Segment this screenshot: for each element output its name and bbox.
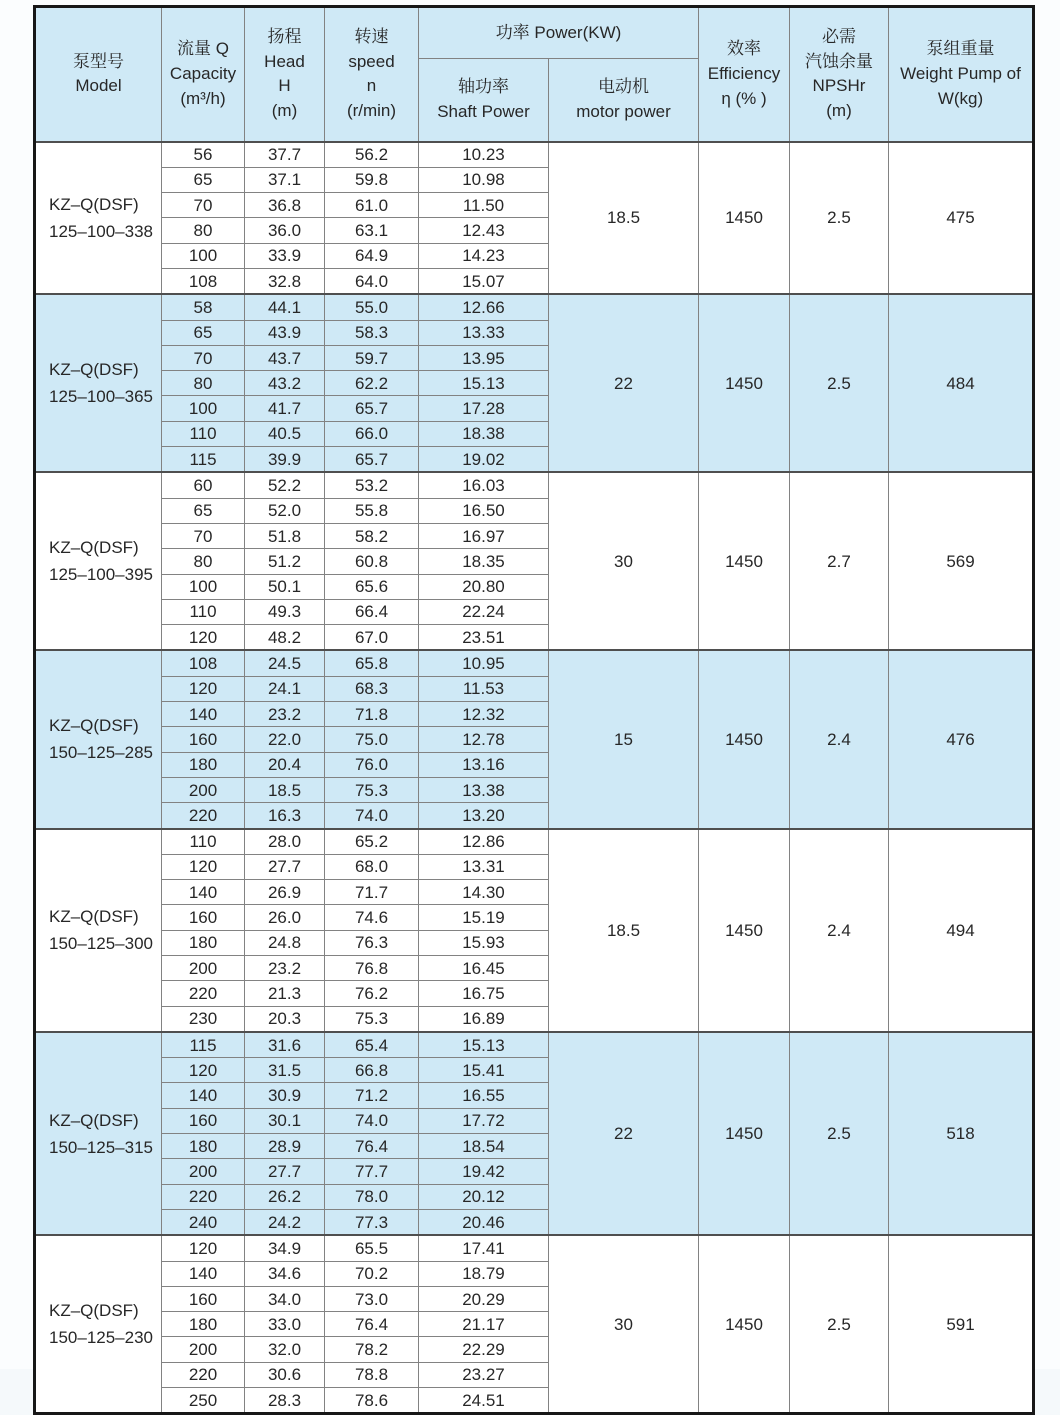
efficiency-cell: 1450 <box>699 294 790 472</box>
speed-cell: 61.0 <box>325 193 419 218</box>
head-cell: 21.3 <box>245 981 325 1006</box>
head-cell: 33.0 <box>245 1312 325 1337</box>
spec-row <box>35 650 1034 676</box>
shaft-power-cell: 22.24 <box>419 599 549 624</box>
head-cell: 26.0 <box>245 905 325 930</box>
capacity-cell: 60 <box>162 472 245 498</box>
head-cell: 43.2 <box>245 371 325 396</box>
speed-cell: 76.0 <box>325 752 419 777</box>
head-cell: 24.8 <box>245 930 325 955</box>
speed-cell: 59.7 <box>325 345 419 370</box>
capacity-cell: 80 <box>162 218 245 243</box>
speed-cell: 65.7 <box>325 447 419 473</box>
head-cell: 34.9 <box>245 1235 325 1261</box>
motor-power-cell: 22 <box>549 1032 699 1235</box>
speed-cell: 60.8 <box>325 549 419 574</box>
shaft-power-cell: 23.27 <box>419 1362 549 1387</box>
shaft-power-cell: 12.86 <box>419 829 549 855</box>
capacity-cell: 110 <box>162 599 245 624</box>
efficiency-cell: 1450 <box>699 650 790 828</box>
header-line: 轴功率 <box>458 77 509 97</box>
shaft-power-cell: 19.42 <box>419 1159 549 1184</box>
head-cell: 41.7 <box>245 396 325 421</box>
speed-cell: 73.0 <box>325 1286 419 1311</box>
speed-cell: 55.8 <box>325 498 419 523</box>
npshr-cell: 2.5 <box>790 142 889 295</box>
header-line: Capacity <box>169 63 237 83</box>
head-cell: 27.7 <box>245 1159 325 1184</box>
npshr-cell: 2.4 <box>790 829 889 1032</box>
capacity-cell: 70 <box>162 345 245 370</box>
capacity-cell: 120 <box>162 676 245 701</box>
shaft-power-cell: 14.30 <box>419 880 549 905</box>
model-line: 150–125–230 <box>49 1328 154 1348</box>
shaft-power-cell: 12.43 <box>419 218 549 243</box>
head-cell: 32.0 <box>245 1337 325 1362</box>
header-line: Head <box>264 51 305 71</box>
motor-power-cell: 30 <box>549 1235 699 1414</box>
shaft-power-cell: 22.29 <box>419 1337 549 1362</box>
speed-cell: 58.2 <box>325 523 419 548</box>
speed-cell: 78.6 <box>325 1388 419 1414</box>
head-cell: 50.1 <box>245 574 325 599</box>
motor-power-cell: 22 <box>549 294 699 472</box>
capacity-cell: 56 <box>162 142 245 168</box>
speed-cell: 76.4 <box>325 1134 419 1159</box>
speed-cell: 76.8 <box>325 956 419 981</box>
shaft-power-cell: 16.50 <box>419 498 549 523</box>
header-line: H <box>278 76 291 96</box>
header-line: 转速 <box>354 26 389 46</box>
weight-cell: 494 <box>889 829 1034 1032</box>
shaft-power-cell: 16.97 <box>419 523 549 548</box>
model-line: KZ–Q(DSF) <box>49 194 139 214</box>
header-line: 汽蚀余量 <box>805 51 873 71</box>
speed-cell: 67.0 <box>325 625 419 651</box>
shaft-power-cell: 17.41 <box>419 1235 549 1261</box>
head-cell: 31.5 <box>245 1058 325 1083</box>
speed-cell: 64.0 <box>325 268 419 294</box>
model-line: KZ–Q(DSF) <box>49 538 139 558</box>
shaft-power-cell: 16.45 <box>419 956 549 981</box>
head-cell: 24.2 <box>245 1209 325 1235</box>
head-cell: 23.2 <box>245 702 325 727</box>
efficiency-cell: 1450 <box>699 1032 790 1235</box>
npshr-cell: 2.5 <box>790 1235 889 1414</box>
model-line: KZ–Q(DSF) <box>49 907 139 927</box>
model-line: 125–100–338 <box>49 221 154 241</box>
spec-row <box>35 294 1034 320</box>
shaft-power-cell: 20.29 <box>419 1286 549 1311</box>
speed-cell: 65.5 <box>325 1235 419 1261</box>
shaft-power-cell: 13.20 <box>419 803 549 829</box>
capacity-cell: 140 <box>162 1261 245 1286</box>
header-line: (m) <box>271 100 298 120</box>
header-line: (r/min) <box>346 100 397 120</box>
speed-cell: 65.2 <box>325 829 419 855</box>
npshr-cell: 2.4 <box>790 650 889 828</box>
head-cell: 22.0 <box>245 727 325 752</box>
model-cell <box>35 829 162 1032</box>
speed-cell: 76.4 <box>325 1312 419 1337</box>
motor-power-cell: 18.5 <box>549 829 699 1032</box>
capacity-cell: 100 <box>162 243 245 268</box>
header-row-top <box>35 7 1034 59</box>
head-cell: 34.0 <box>245 1286 325 1311</box>
speed-cell: 74.0 <box>325 1108 419 1133</box>
header-line: (m) <box>826 100 852 120</box>
speed-cell: 64.9 <box>325 243 419 268</box>
shaft-power-cell: 13.38 <box>419 777 549 802</box>
shaft-power-cell: 11.53 <box>419 676 549 701</box>
header-line: NPSHr <box>812 76 866 96</box>
shaft-power-cell: 12.78 <box>419 727 549 752</box>
col-header-model <box>35 7 162 142</box>
capacity-cell: 200 <box>162 1337 245 1362</box>
head-cell: 30.9 <box>245 1083 325 1108</box>
npshr-cell: 2.5 <box>790 1032 889 1235</box>
head-cell: 44.1 <box>245 294 325 320</box>
head-cell: 32.8 <box>245 268 325 294</box>
capacity-cell: 250 <box>162 1388 245 1414</box>
speed-cell: 75.3 <box>325 1006 419 1032</box>
model-line: KZ–Q(DSF) <box>49 1301 139 1321</box>
shaft-power-cell: 10.95 <box>419 650 549 676</box>
head-cell: 52.0 <box>245 498 325 523</box>
speed-cell: 58.3 <box>325 320 419 345</box>
pump-spec-table <box>33 5 1035 1415</box>
speed-cell: 65.8 <box>325 650 419 676</box>
shaft-power-cell: 18.54 <box>419 1134 549 1159</box>
shaft-power-cell: 15.41 <box>419 1058 549 1083</box>
header-line: (m³/h) <box>180 88 226 108</box>
efficiency-cell: 1450 <box>699 829 790 1032</box>
shaft-power-cell: 11.50 <box>419 193 549 218</box>
shaft-power-cell: 13.16 <box>419 752 549 777</box>
speed-cell: 62.2 <box>325 371 419 396</box>
capacity-cell: 180 <box>162 930 245 955</box>
speed-cell: 77.7 <box>325 1159 419 1184</box>
capacity-cell: 70 <box>162 193 245 218</box>
head-cell: 49.3 <box>245 599 325 624</box>
speed-cell: 78.2 <box>325 1337 419 1362</box>
speed-cell: 74.0 <box>325 803 419 829</box>
col-header-power: 功率 Power(KW) <box>419 7 699 59</box>
capacity-cell: 115 <box>162 1032 245 1058</box>
model-line: 150–125–300 <box>49 934 154 954</box>
capacity-cell: 115 <box>162 447 245 473</box>
speed-cell: 78.0 <box>325 1184 419 1209</box>
capacity-cell: 65 <box>162 167 245 192</box>
header-line: 泵组重量 <box>926 39 995 59</box>
shaft-power-cell: 18.35 <box>419 549 549 574</box>
head-cell: 26.9 <box>245 880 325 905</box>
capacity-cell: 200 <box>162 1159 245 1184</box>
header-line: 效率 <box>727 39 761 59</box>
capacity-cell: 240 <box>162 1209 245 1235</box>
capacity-cell: 220 <box>162 1184 245 1209</box>
header-line: 电动机 <box>598 77 649 97</box>
model-line: 150–125–285 <box>49 743 154 763</box>
shaft-power-cell: 15.19 <box>419 905 549 930</box>
speed-cell: 66.0 <box>325 421 419 446</box>
shaft-power-cell: 12.66 <box>419 294 549 320</box>
header-line: Shaft Power <box>437 101 530 121</box>
speed-cell: 66.8 <box>325 1058 419 1083</box>
speed-cell: 68.0 <box>325 854 419 879</box>
capacity-cell: 140 <box>162 702 245 727</box>
capacity-cell: 80 <box>162 549 245 574</box>
capacity-cell: 120 <box>162 1235 245 1261</box>
header-line: 流量 Q <box>177 39 229 59</box>
model-line: 125–100–395 <box>49 565 154 585</box>
shaft-power-cell: 13.33 <box>419 320 549 345</box>
speed-cell: 71.7 <box>325 880 419 905</box>
shaft-power-cell: 17.72 <box>419 1108 549 1133</box>
speed-cell: 76.2 <box>325 981 419 1006</box>
col-header-weight <box>889 7 1034 142</box>
head-cell: 37.1 <box>245 167 325 192</box>
capacity-cell: 120 <box>162 625 245 651</box>
col-header-capacity <box>162 7 245 142</box>
head-cell: 43.7 <box>245 345 325 370</box>
speed-cell: 59.8 <box>325 167 419 192</box>
shaft-power-cell: 17.28 <box>419 396 549 421</box>
speed-cell: 65.4 <box>325 1032 419 1058</box>
weight-cell: 591 <box>889 1235 1034 1414</box>
shaft-power-cell: 18.79 <box>419 1261 549 1286</box>
capacity-cell: 200 <box>162 777 245 802</box>
spec-row <box>35 1235 1034 1261</box>
table-header <box>35 7 1034 142</box>
capacity-cell: 180 <box>162 1312 245 1337</box>
speed-cell: 66.4 <box>325 599 419 624</box>
npshr-cell: 2.7 <box>790 472 889 650</box>
speed-cell: 70.2 <box>325 1261 419 1286</box>
shaft-power-cell: 15.93 <box>419 930 549 955</box>
shaft-power-cell: 13.31 <box>419 854 549 879</box>
speed-cell: 53.2 <box>325 472 419 498</box>
shaft-power-cell: 20.12 <box>419 1184 549 1209</box>
motor-power-cell: 30 <box>549 472 699 650</box>
head-cell: 40.5 <box>245 421 325 446</box>
head-cell: 28.0 <box>245 829 325 855</box>
shaft-power-cell: 13.95 <box>419 345 549 370</box>
head-cell: 39.9 <box>245 447 325 473</box>
header-line: motor power <box>576 101 671 121</box>
capacity-cell: 140 <box>162 880 245 905</box>
header-line: n <box>366 76 377 96</box>
head-cell: 28.9 <box>245 1134 325 1159</box>
spec-row <box>35 829 1034 855</box>
speed-cell: 71.2 <box>325 1083 419 1108</box>
capacity-cell: 160 <box>162 1108 245 1133</box>
model-cell <box>35 472 162 650</box>
capacity-cell: 180 <box>162 752 245 777</box>
weight-cell: 475 <box>889 142 1034 295</box>
shaft-power-cell: 23.51 <box>419 625 549 651</box>
head-cell: 43.9 <box>245 320 325 345</box>
capacity-cell: 160 <box>162 1286 245 1311</box>
col-header-efficiency <box>699 7 790 142</box>
head-cell: 18.5 <box>245 777 325 802</box>
model-line: KZ–Q(DSF) <box>49 1110 139 1130</box>
spec-row <box>35 472 1034 498</box>
efficiency-cell: 1450 <box>699 142 790 295</box>
header-line: Model <box>75 76 122 96</box>
head-cell: 31.6 <box>245 1032 325 1058</box>
weight-cell: 476 <box>889 650 1034 828</box>
capacity-cell: 180 <box>162 1134 245 1159</box>
header-line: speed <box>348 51 395 71</box>
efficiency-cell: 1450 <box>699 1235 790 1414</box>
shaft-power-cell: 21.17 <box>419 1312 549 1337</box>
speed-cell: 77.3 <box>325 1209 419 1235</box>
capacity-cell: 160 <box>162 905 245 930</box>
model-cell <box>35 650 162 828</box>
speed-cell: 65.7 <box>325 396 419 421</box>
head-cell: 37.7 <box>245 142 325 168</box>
shaft-power-cell: 14.23 <box>419 243 549 268</box>
shaft-power-cell: 16.03 <box>419 472 549 498</box>
capacity-cell: 70 <box>162 523 245 548</box>
head-cell: 51.8 <box>245 523 325 548</box>
header-line: Efficiency <box>707 63 781 83</box>
speed-cell: 75.3 <box>325 777 419 802</box>
col-header-shaft-power <box>419 59 549 142</box>
header-line: 必需 <box>822 26 856 46</box>
col-header-head <box>245 7 325 142</box>
capacity-cell: 65 <box>162 320 245 345</box>
head-cell: 48.2 <box>245 625 325 651</box>
table-body <box>35 142 1034 1414</box>
header-line: η (% ) <box>721 88 767 108</box>
head-cell: 23.2 <box>245 956 325 981</box>
model-line: 125–100–365 <box>49 387 154 407</box>
shaft-power-cell: 10.23 <box>419 142 549 168</box>
head-cell: 52.2 <box>245 472 325 498</box>
head-cell: 26.2 <box>245 1184 325 1209</box>
col-header-speed <box>325 7 419 142</box>
head-cell: 27.7 <box>245 854 325 879</box>
shaft-power-cell: 10.98 <box>419 167 549 192</box>
head-cell: 36.0 <box>245 218 325 243</box>
speed-cell: 76.3 <box>325 930 419 955</box>
weight-cell: 484 <box>889 294 1034 472</box>
weight-cell: 569 <box>889 472 1034 650</box>
capacity-cell: 140 <box>162 1083 245 1108</box>
capacity-cell: 160 <box>162 727 245 752</box>
speed-cell: 56.2 <box>325 142 419 168</box>
speed-cell: 78.8 <box>325 1362 419 1387</box>
shaft-power-cell: 24.51 <box>419 1388 549 1414</box>
model-cell <box>35 294 162 472</box>
capacity-cell: 80 <box>162 371 245 396</box>
capacity-cell: 110 <box>162 421 245 446</box>
capacity-cell: 100 <box>162 574 245 599</box>
model-cell <box>35 1032 162 1235</box>
head-cell: 28.3 <box>245 1388 325 1414</box>
shaft-power-cell: 20.80 <box>419 574 549 599</box>
head-cell: 16.3 <box>245 803 325 829</box>
weight-cell: 518 <box>889 1032 1034 1235</box>
capacity-cell: 65 <box>162 498 245 523</box>
shaft-power-cell: 18.38 <box>419 421 549 446</box>
capacity-cell: 220 <box>162 981 245 1006</box>
col-header-motor-power <box>549 59 699 142</box>
motor-power-cell: 15 <box>549 650 699 828</box>
speed-cell: 68.3 <box>325 676 419 701</box>
capacity-cell: 120 <box>162 1058 245 1083</box>
model-line: KZ–Q(DSF) <box>49 716 139 736</box>
head-cell: 24.5 <box>245 650 325 676</box>
head-cell: 24.1 <box>245 676 325 701</box>
capacity-cell: 200 <box>162 956 245 981</box>
speed-cell: 65.6 <box>325 574 419 599</box>
shaft-power-cell: 20.46 <box>419 1209 549 1235</box>
head-cell: 36.8 <box>245 193 325 218</box>
model-line: KZ–Q(DSF) <box>49 360 139 380</box>
spec-row <box>35 1032 1034 1058</box>
head-cell: 34.6 <box>245 1261 325 1286</box>
capacity-cell: 220 <box>162 1362 245 1387</box>
shaft-power-cell: 15.07 <box>419 268 549 294</box>
model-cell <box>35 1235 162 1414</box>
head-cell: 20.4 <box>245 752 325 777</box>
header-line: 泵型号 <box>73 51 124 71</box>
header-line: Weight Pump of <box>900 63 1021 83</box>
speed-cell: 63.1 <box>325 218 419 243</box>
head-cell: 20.3 <box>245 1006 325 1032</box>
capacity-cell: 108 <box>162 268 245 294</box>
speed-cell: 55.0 <box>325 294 419 320</box>
shaft-power-cell: 19.02 <box>419 447 549 473</box>
shaft-power-cell: 15.13 <box>419 371 549 396</box>
header-line: 扬程 <box>267 26 302 46</box>
shaft-power-cell: 16.75 <box>419 981 549 1006</box>
model-cell <box>35 142 162 295</box>
header-line: W(kg) <box>937 88 984 108</box>
capacity-cell: 108 <box>162 650 245 676</box>
capacity-cell: 58 <box>162 294 245 320</box>
shaft-power-cell: 16.89 <box>419 1006 549 1032</box>
col-header-npshr <box>790 7 889 142</box>
speed-cell: 74.6 <box>325 905 419 930</box>
spec-row <box>35 142 1034 168</box>
npshr-cell: 2.5 <box>790 294 889 472</box>
shaft-power-cell: 15.13 <box>419 1032 549 1058</box>
head-cell: 30.6 <box>245 1362 325 1387</box>
speed-cell: 75.0 <box>325 727 419 752</box>
head-cell: 30.1 <box>245 1108 325 1133</box>
capacity-cell: 100 <box>162 396 245 421</box>
head-cell: 33.9 <box>245 243 325 268</box>
head-cell: 51.2 <box>245 549 325 574</box>
capacity-cell: 220 <box>162 803 245 829</box>
model-line: 150–125–315 <box>49 1137 154 1157</box>
motor-power-cell: 18.5 <box>549 142 699 295</box>
efficiency-cell: 1450 <box>699 472 790 650</box>
speed-cell: 71.8 <box>325 702 419 727</box>
shaft-power-cell: 12.32 <box>419 702 549 727</box>
capacity-cell: 110 <box>162 829 245 855</box>
shaft-power-cell: 16.55 <box>419 1083 549 1108</box>
capacity-cell: 230 <box>162 1006 245 1032</box>
capacity-cell: 120 <box>162 854 245 879</box>
